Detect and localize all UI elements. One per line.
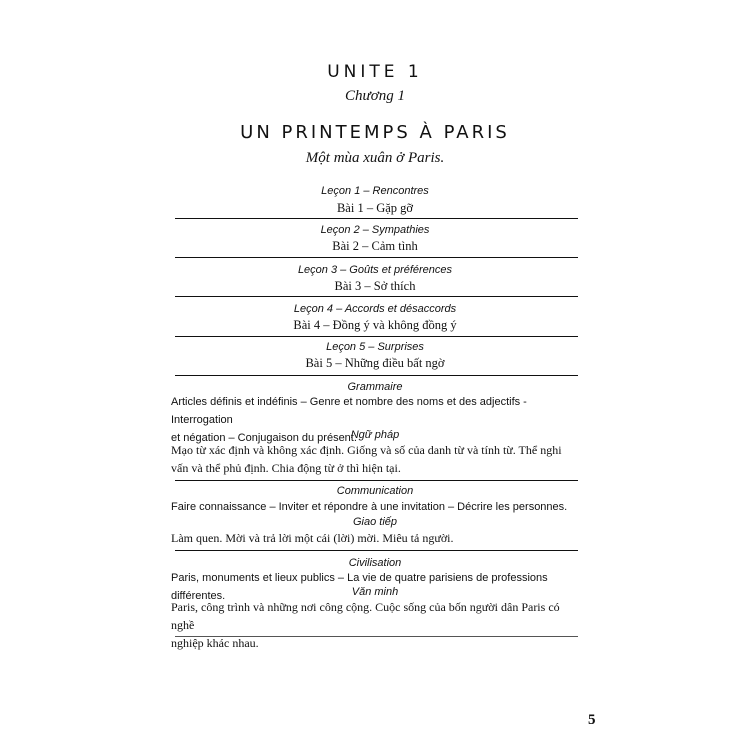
lesson-5-title-vietnamese: Bài 5 – Những điều bất ngờ [305,356,445,370]
grammar-text-vietnamese [171,441,583,477]
unit-title: UNITE 1 [327,62,423,82]
divider [175,480,578,481]
communication-text-vietnamese: Làm quen. Mời và trả lời một cái (lời) mời. Miêu tả người. [171,531,454,545]
lesson-1-title: Leçon 1 – Rencontres [321,185,429,197]
communication-text: Faire connaissance – Inviter et répondre à une invitation – Décrire les personnes. [171,501,568,513]
lesson-4-title-vietnamese: Bài 4 – Đồng ý và không đồng ý [293,318,457,332]
lesson-5-title: Leçon 5 – Surprises [326,341,424,353]
grammar-text-line-2: et négation – Conjugaison du présent. [171,432,357,444]
civilisation-text-vietnamese [171,598,583,652]
communication-heading-vietnamese: Giao tiếp [352,516,398,528]
divider [175,336,578,337]
grammar-text-line-1: Articles définis et indéfinis – Genre et nombre des noms et des adjectifs - Interrogation [171,396,527,426]
divider [175,636,578,637]
grammar-text-vietnamese-line-2: vấn và thể phủ định. Chia động từ ở thì hiện tại. [171,461,401,475]
grammar-text-vietnamese-line-1: Mạo từ xác định và không xác định. Giống và số của danh từ và tính từ. Thể nghi [171,443,562,457]
civilisation-heading: Civilisation [348,557,402,569]
divider [175,375,578,376]
lesson-1-title-vietnamese: Bài 1 – Gặp gỡ [336,201,414,215]
lesson-3-title: Leçon 3 – Goûts et préférences [297,264,453,276]
page-number: 5 [588,712,596,728]
unit-name: UN PRINTEMPS À PARIS [240,122,510,143]
civilisation-text-vietnamese-line-1: Paris, công trình và những nơi công cộng. Cuộc sống của bốn người dân Paris có nghề [171,600,560,632]
unit-title-vietnamese: Chương 1 [345,88,405,104]
lesson-3-title-vietnamese: Bài 3 – Sở thích [334,279,416,293]
grammar-heading: Grammaire [347,381,403,393]
civilisation-heading-vietnamese: Văn minh [351,586,399,598]
divider [175,257,578,258]
grammar-heading-vietnamese: Ngữ pháp [350,429,400,441]
divider [175,218,578,219]
civilisation-text-vietnamese-line-2: nghiệp khác nhau. [171,636,259,650]
lesson-2-title: Leçon 2 – Sympathies [320,224,430,236]
civilisation-text: Paris, monuments et lieux publics – La vie de quatre parisiens de professions différentes. [171,572,548,602]
unit-name-vietnamese: Một mùa xuân ở Paris. [305,150,445,166]
divider [175,296,578,297]
divider [175,550,578,551]
lesson-2-title-vietnamese: Bài 2 – Cảm tình [332,239,418,253]
lesson-4-title: Leçon 4 – Accords et désaccords [293,303,457,315]
communication-heading: Communication [336,485,414,497]
